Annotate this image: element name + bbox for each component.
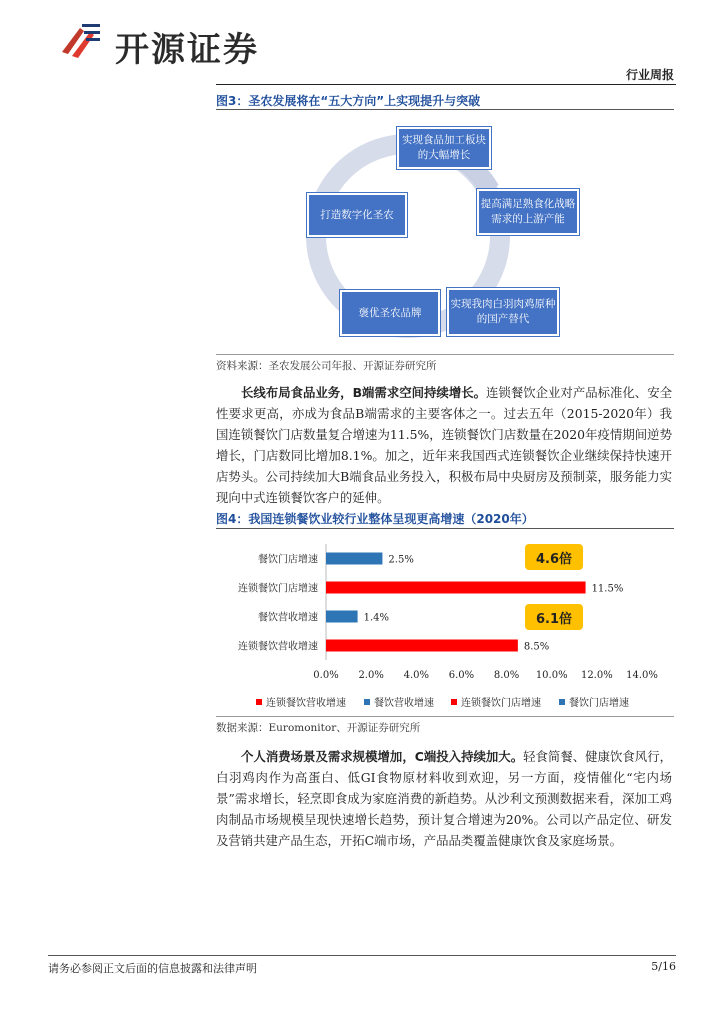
figure3-bottom-rule: [216, 354, 674, 355]
paragraph-b-end-body: 连锁餐饮企业对产品标准化、安全性要求更高，亦成为食品B端需求的主要客体之一。过去五年（2015-2020年）我国连锁餐饮门店数量复合增速为11.5%，连锁餐饮门店数量在2020年疫情期间逆势增长，门店数同比增加8.1%。加之，近年来我国西式连锁餐饮企业继续保持快速开店势头。公司持续加大B端食品业务投入，积极布局中央厨房及预制菜，服务能力实现向中式连锁餐饮客户的延伸。: [216, 385, 672, 505]
step-label-4: 褒优圣农品牌: [358, 306, 422, 319]
legend-label: 连锁餐饮营收增速: [266, 698, 346, 709]
category-label: 餐饮营收增速: [258, 612, 318, 624]
step-label-2: 提高满足熟食化战略需求的上游产能: [480, 198, 576, 225]
logo-icon: [58, 22, 102, 62]
growth-bar-chart: [216, 532, 674, 712]
bar: [326, 553, 382, 565]
footer-disclaimer: 请务必参阅正文后面的信息披露和法律声明: [48, 962, 257, 975]
paragraph-c-end: [216, 746, 672, 851]
figure4-bottom-rule: [216, 716, 674, 717]
bar: [326, 640, 518, 652]
step-label-5: 打造数字化圣农: [320, 208, 394, 221]
step-box-3: [447, 288, 559, 336]
paragraph-b-end: [216, 382, 672, 508]
value-label: 2.5%: [388, 554, 414, 566]
step-box-5: [307, 193, 407, 237]
bar: [326, 611, 358, 623]
category-label: 餐饮门店增速: [258, 554, 318, 566]
paragraph-c-end-body: 轻食简餐、健康饮食风行，白羽鸡肉作为高蛋白、低GI食物原材料收到欢迎，另一方面，疫情催化“宅内场景”需求增长，轻烹即食成为家庭消费的新趋势。从沙利文预测数据来看，深加工鸡肉制品市场规模呈现快速增长趋势，预计复合增速为20%。公司以产品定位、研发及营销共建产品生态，开拓C端市场，产品品类覆盖健康饮食及家庭场景。: [216, 749, 672, 848]
category-label: 连锁餐饮门店增速: [238, 583, 318, 595]
legend-swatch: [451, 699, 457, 705]
paragraph-b-end-lead: 长线布局食品业务，B端需求空间持续增长。: [241, 385, 487, 400]
value-label: 11.5%: [591, 583, 624, 595]
figure4-source: 数据来源：Euromonitor、开源证券研究所: [216, 722, 421, 734]
step-box-4: [340, 290, 440, 336]
category-label: 连锁餐饮营收增速: [238, 641, 318, 653]
x-tick-label: 14.0%: [626, 670, 658, 681]
value-label: 8.5%: [523, 641, 550, 653]
step-label-1: 实现食品加工板块的大幅增长: [402, 134, 486, 161]
legend-swatch: [256, 699, 262, 705]
x-tick-label: 6.0%: [448, 670, 475, 681]
x-tick-label: 4.0%: [403, 670, 429, 681]
x-tick-label: 8.0%: [493, 670, 520, 681]
figure3-source: 资料来源：圣农发展公司年报、开源证券研究所: [216, 360, 437, 372]
step-label-3: 实现我肉白羽肉鸡原种的国产替代: [450, 298, 556, 325]
header-divider: [216, 84, 676, 85]
report-type-label: 行业周报: [625, 68, 674, 82]
footer-divider: [48, 955, 676, 956]
legend-swatch: [364, 699, 370, 705]
x-tick-label: 0.0%: [313, 670, 339, 681]
x-tick-label: 10.0%: [535, 670, 568, 681]
multiple-badge-stores: 4.6倍: [525, 544, 583, 570]
page-number: 5/16: [651, 960, 676, 973]
legend-label: 餐饮门店增速: [569, 698, 629, 709]
value-label: 1.4%: [363, 612, 390, 624]
figure4-title: 图4：我国连锁餐饮业较行业整体呈现更高增速（2020年）: [216, 512, 534, 526]
step-box-1: [397, 127, 491, 169]
x-tick-label: 12.0%: [580, 670, 613, 681]
legend-label: 餐饮营收增速: [374, 698, 434, 709]
legend-label: 连锁餐饮门店增速: [461, 698, 541, 709]
legend-swatch: [559, 699, 565, 705]
paragraph-c-end-lead: 个人消费场景及需求规模增加，C端投入持续加大。: [241, 749, 524, 764]
multiple-badge-revenue: 6.1倍: [525, 604, 583, 630]
brand-logo-text: 开源证券: [115, 30, 259, 70]
x-tick-label: 2.0%: [358, 670, 384, 681]
bar: [326, 582, 586, 594]
figure3-title: 图3：圣农发展将在“五大方向”上实现提升与突破: [216, 94, 481, 108]
step-box-2: [477, 189, 579, 235]
figure4-top-rule: [216, 528, 674, 529]
